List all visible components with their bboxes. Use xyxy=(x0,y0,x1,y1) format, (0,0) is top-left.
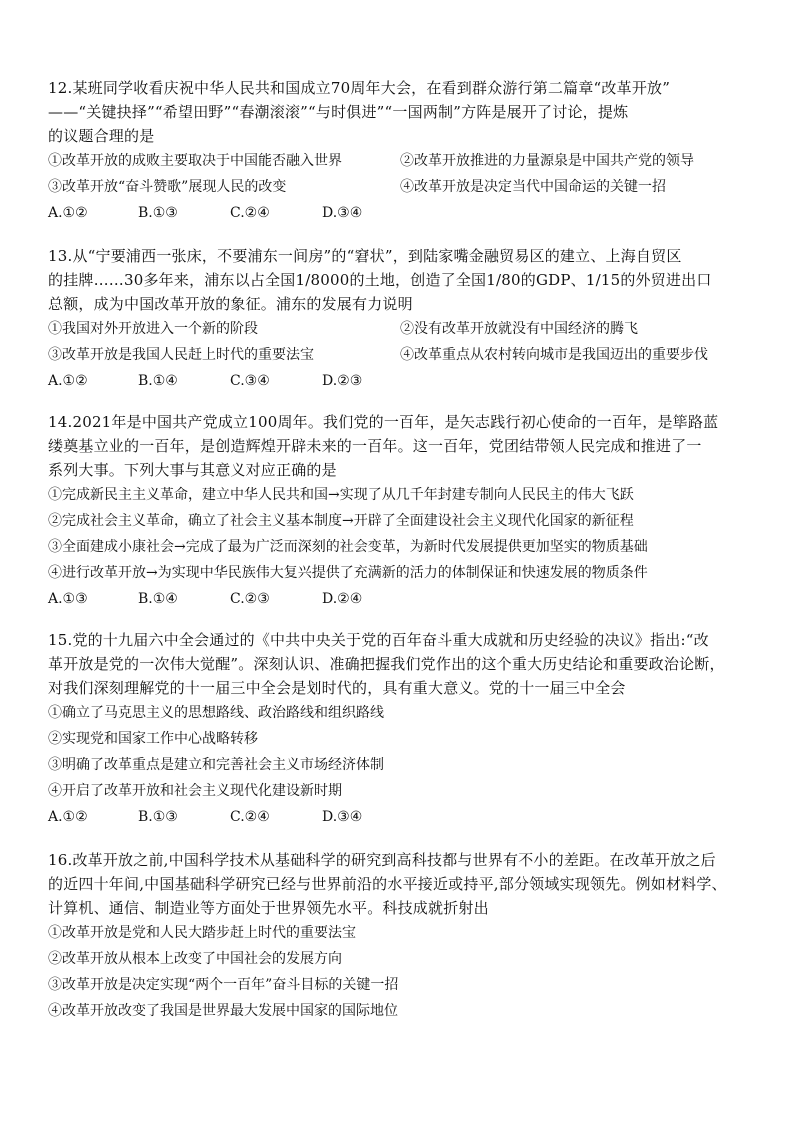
option-1: ①改革开放是党和人民大踏步赶上时代的重要法宝 xyxy=(48,925,356,941)
option-row xyxy=(48,148,758,174)
choice-b[interactable]: B.①③ xyxy=(138,809,178,825)
question-stem: 的议题合理的是 xyxy=(48,127,155,145)
question-13 xyxy=(48,244,758,394)
question-stem: 13.从“宁要浦西一张床，不要浦东一间房”的“窘状”，到陆家嘴金融贸易区的建立、上海自贸区 xyxy=(48,247,682,265)
option-1: ①改革开放的成败主要取决于中国能否融入世界 xyxy=(48,153,342,169)
answer-choices xyxy=(48,368,758,394)
option-3: ③全面建成小康社会→完成了最为广泛而深刻的社会变革，为新时代发展提供更加坚实的物质基础 xyxy=(48,539,648,555)
option-4: ④改革开放是决定当代中国命运的关键一招 xyxy=(400,179,666,195)
option-1: ①我国对外开放进入一个新的阶段 xyxy=(48,321,258,337)
question-stem: 15.党的十九届六中全会通过的《中共中央关于党的百年奋斗重大成就和历史经验的决议》指出:“改 xyxy=(48,631,709,649)
question-stem: 16.改革开放之前,中国科学技术从基础科学的研究到高科技都与世界有不小的差距。在改革开放之后 xyxy=(48,851,716,869)
option-1: ①确立了马克思主义的思想路线、政治路线和组织路线 xyxy=(48,705,384,721)
option-2: ②改革开放推进的力量源泉是中国共产党的领导 xyxy=(400,153,694,169)
option-3: ③改革开放是决定实现“两个一百年”奋斗目标的关键一招 xyxy=(48,977,399,993)
option-2: ②完成社会主义革命，确立了社会主义基本制度→开辟了全面建设社会主义现代化国家的新征程 xyxy=(48,513,634,529)
choice-a[interactable]: A.①③ xyxy=(48,591,88,607)
answer-choices xyxy=(48,200,758,226)
answer-choices xyxy=(48,804,758,830)
question-stem: ——“关键抉择”“希望田野”“春潮滚滚”“与时俱进”“一国两制”方阵是展开了讨论，提炼 xyxy=(48,103,629,121)
option-row xyxy=(48,342,758,368)
option-1: ①完成新民主主义革命，建立中华人民共和国→实现了从几千年封建专制向人民民主的伟大飞跃 xyxy=(48,487,634,503)
question-stem: 缕奠基立业的一百年，是创造辉煌开辟未来的一百年。这一百年，党团结带领人民完成和推进了一 xyxy=(48,437,702,455)
choice-b[interactable]: B.①④ xyxy=(138,373,178,389)
question-stem: 革开放是党的一次伟大觉醒”。深刻认识、准确把握我们党作出的这个重大历史结论和重要政治论断， xyxy=(48,655,725,673)
choice-c[interactable]: C.②④ xyxy=(230,809,270,825)
question-14 xyxy=(48,410,758,612)
choice-a[interactable]: A.①② xyxy=(48,809,88,825)
option-2: ②没有改革开放就没有中国经济的腾飞 xyxy=(400,321,638,337)
choice-b[interactable]: B.①③ xyxy=(138,205,178,221)
question-15 xyxy=(48,628,758,830)
option-4: ④开启了改革开放和社会主义现代化建设新时期 xyxy=(48,783,342,799)
option-2: ②改革开放从根本上改变了中国社会的发展方向 xyxy=(48,951,342,967)
question-stem: 12.某班同学收看庆祝中华人民共和国成立70周年大会，在看到群众游行第二篇章“改革开放” xyxy=(48,79,671,97)
choice-d[interactable]: D.②④ xyxy=(322,591,363,607)
question-16 xyxy=(48,848,758,1024)
choice-d[interactable]: D.③④ xyxy=(322,809,363,825)
choice-b[interactable]: B.①④ xyxy=(138,591,178,607)
question-stem: 14.2021年是中国共产党成立100周年。我们党的一百年，是矢志践行初心使命的一百年，是筚路蓝 xyxy=(48,413,719,431)
option-row xyxy=(48,316,758,342)
choice-d[interactable]: D.③④ xyxy=(322,205,363,221)
choice-c[interactable]: C.③④ xyxy=(230,373,270,389)
question-stem: 总额，成为中国改革开放的象征。浦东的发展有力说明 xyxy=(48,295,413,313)
option-3: ③改革开放是我国人民赶上时代的重要法宝 xyxy=(48,347,314,363)
question-stem: 计算机、通信、制造业等方面处于世界领先水平。科技成就折射出 xyxy=(48,899,489,917)
question-stem: 的近四十年间,中国基础科学研究已经与世界前沿的水平接近或持平,部分领域实现领先。例如材料学、 xyxy=(48,875,727,893)
answer-choices xyxy=(48,586,758,612)
option-3: ③明确了改革重点是建立和完善社会主义市场经济体制 xyxy=(48,757,384,773)
choice-a[interactable]: A.①② xyxy=(48,205,88,221)
question-12 xyxy=(48,76,758,226)
option-2: ②实现党和国家工作中心战略转移 xyxy=(48,731,258,747)
option-4: ④进行改革开放→为实现中华民族伟大复兴提供了充满新的活力的体制保证和快速发展的物质条件 xyxy=(48,565,648,581)
option-3: ③改革开放“奋斗赞歌”展现人民的改变 xyxy=(48,179,287,195)
option-4: ④改革开放改变了我国是世界最大发展中国家的国际地位 xyxy=(48,1003,398,1019)
option-row xyxy=(48,174,758,200)
question-stem: 对我们深刻理解党的十一届三中全会是划时代的，具有重大意义。党的十一届三中全会 xyxy=(48,679,626,697)
choice-c[interactable]: C.②③ xyxy=(230,591,270,607)
question-stem: 系列大事。下列大事与其意义对应正确的是 xyxy=(48,461,337,479)
choice-a[interactable]: A.①② xyxy=(48,373,88,389)
choice-c[interactable]: C.②④ xyxy=(230,205,270,221)
option-4: ④改革重点从农村转向城市是我国迈出的重要步伐 xyxy=(400,347,708,363)
question-stem: 的挂牌……30多年来，浦东以占全国1/8000的土地，创造了全国1/80的GDP、1/15的外贸进出口 xyxy=(48,271,712,289)
choice-d[interactable]: D.②③ xyxy=(322,373,363,389)
